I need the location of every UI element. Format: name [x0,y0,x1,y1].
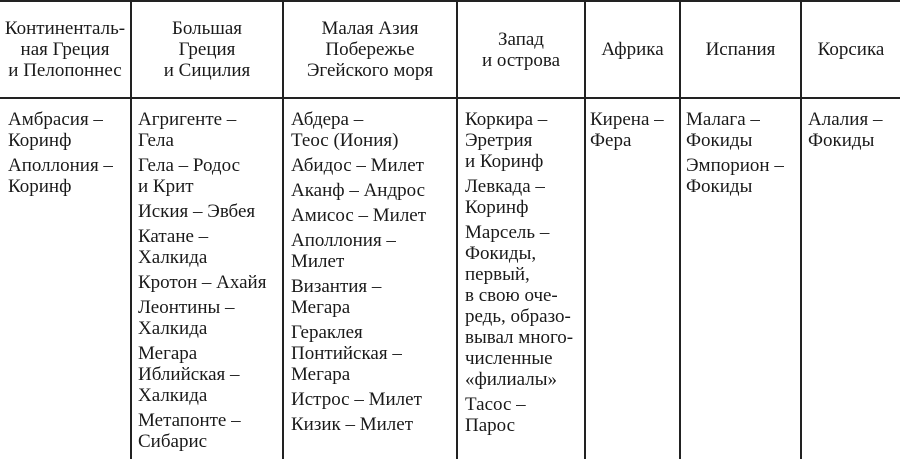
column-corsica [808,109,882,155]
entry-line: Гела – Родос [138,155,241,176]
entry-line: Милет [291,251,345,272]
entry-line: Мегара [138,343,198,364]
entry-line: Тасос – [465,394,526,415]
entry-line: Фера [590,130,632,151]
colony-entry [291,389,426,410]
header-line: Греция [178,39,236,60]
header-line: Испания [705,39,776,60]
entry-line: Гераклея [291,322,363,343]
header-line: Корсика [817,39,885,60]
header-line: Африка [601,39,664,60]
header-magna-graecia [132,2,282,97]
colony-entry [686,109,784,151]
colony-entry [686,155,784,197]
entry-line: Фокиды [686,176,753,197]
colony-entry [8,155,113,197]
column-africa [590,109,664,155]
entry-line: Коринф [8,130,72,151]
header-line: Запад [498,28,544,50]
entry-line: Фокиды, [465,243,537,264]
colony-entry [291,276,426,318]
entry-line: Халкида [138,247,208,268]
entry-line: Алалия – [808,109,883,130]
entry-line: Византия – [291,276,382,297]
entry-line: Коринф [465,197,529,218]
colony-entry [138,272,266,293]
colony-entry [465,109,573,172]
colony-entry [138,226,266,268]
entry-line: Кротон – Ахайя [138,272,267,293]
header-corsica [802,2,900,97]
header-line: ная Греция [20,39,110,60]
entry-line: и Коринф [465,151,544,172]
entry-line: «филиалы» [465,369,557,390]
header-mainland-greece [0,2,130,97]
entry-line: Парос [465,415,516,436]
entry-line: Кирена – [590,109,664,130]
entry-line: Амисос – Милет [291,205,427,226]
colony-entry [138,410,266,452]
header-africa [586,2,679,97]
entry-line: Катане – [138,226,209,247]
entry-line: Кизик – Милет [291,414,414,435]
entry-line: Мегара [291,297,351,318]
colony-entry [465,176,573,218]
header-spain [681,2,800,97]
entry-line: Аполлония – [8,155,113,176]
colony-entry [291,230,426,272]
column-spain [686,109,784,201]
colony-entry [138,109,266,151]
entry-line: Понтийская – [291,343,402,364]
entry-line: Фокиды [808,130,875,151]
entry-line: Халкида [138,318,208,339]
colony-entry [138,343,266,406]
header-line: и острова [481,49,560,71]
colony-entry [8,109,113,151]
colony-entry [291,205,426,226]
entry-line: Мегара [291,364,351,385]
colony-entry [138,201,266,222]
entry-line: Коринф [8,176,72,197]
entry-line: Фокиды [686,130,753,151]
header-line: Континенталь- [4,18,126,39]
entry-line: Абдера – [291,109,364,130]
colony-entry [291,414,426,435]
entry-line: Метапонте – [138,410,241,431]
header-line: Малая Азия [321,18,419,39]
entry-line: первый, [465,264,530,285]
entry-line: Агригенте – [138,109,237,130]
column-magna-graecia [138,109,266,456]
entry-line: Сибарис [138,431,208,452]
entry-line: численные [465,348,553,369]
entry-line: Малага – [686,109,760,130]
colony-entry [291,109,426,151]
entry-line: Коркира – [465,109,548,130]
colony-entry [291,322,426,385]
colony-entry [465,394,573,436]
entry-line: в свою оче- [465,285,558,306]
entry-line: Истрос – Милет [291,389,422,410]
header-line: и Сицилия [163,60,251,81]
entry-line: и Крит [138,176,194,197]
header-line: Побережье [325,39,415,60]
entry-line: редь, образо- [465,306,571,327]
colony-entry [808,109,882,151]
colony-entry [590,109,664,151]
column-asia-minor [291,109,426,439]
colony-entry [291,155,426,176]
entry-line: Халкида [138,385,208,406]
header-asia-minor [284,2,456,97]
header-west-islands [458,2,584,97]
entry-line: Аполлония – [291,230,396,251]
entry-line: вывал много- [465,327,574,348]
entry-line: Амбрасия – [8,109,103,130]
header-divider [0,97,900,99]
entry-line: Гела [138,130,174,151]
entry-line: Иския – Эвбея [138,201,256,222]
column-mainland-greece [8,109,113,201]
header-line: и Пелопоннес [8,60,122,81]
header-line: Эгейского моря [306,60,434,81]
entry-line: Аканф – Андрос [291,180,426,201]
entry-line: Леонтины – [138,297,235,318]
column-west-islands [465,109,573,440]
entry-line: Эмпорион – [686,155,784,176]
entry-line: Эретрия [465,130,533,151]
entry-line: Теос (Иония) [291,130,399,151]
colony-entry [138,297,266,339]
entry-line: Марсель – [465,222,550,243]
entry-line: Иблийская – [138,364,240,385]
entry-line: Абидос – Милет [291,155,424,176]
header-line: Большая [171,18,243,39]
colony-entry [291,180,426,201]
entry-line: Левкада – [465,176,545,197]
colony-entry [465,222,573,390]
colony-entry [138,155,266,197]
